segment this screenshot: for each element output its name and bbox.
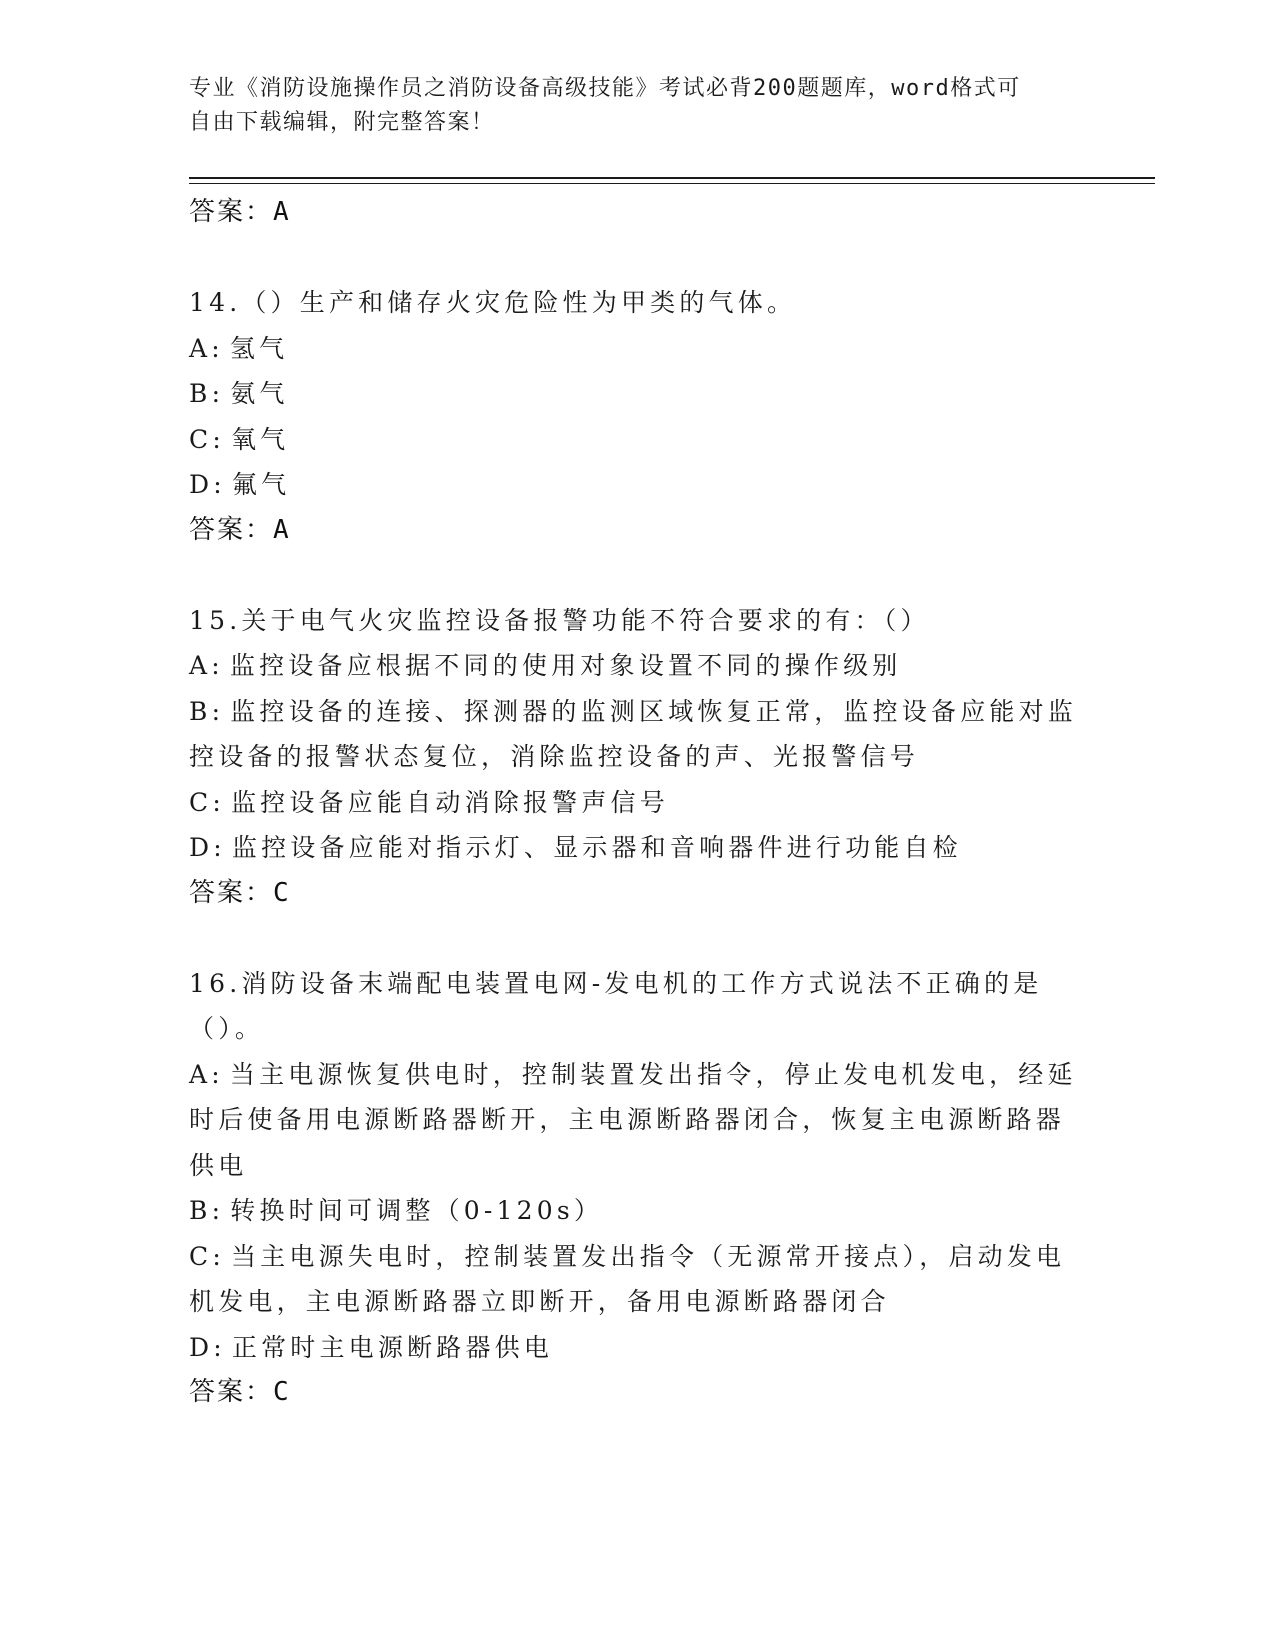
option-text: 氧气 — [230, 424, 290, 454]
option-key: A: — [189, 1059, 224, 1089]
option-key: A: — [189, 651, 224, 680]
option-b — [189, 371, 1089, 417]
header-line-2: 自由下载编辑，附完整答案！ — [189, 110, 495, 135]
question-15 — [189, 598, 1089, 915]
document-body — [189, 190, 1089, 1414]
option-key: B: — [189, 379, 225, 408]
option-text: 监控设备应能对指示灯、显示器和音响器件进行功能自检 — [231, 833, 962, 862]
question-stem: （）生产和储存火灾危险性为甲类的气体。 — [241, 288, 797, 317]
option-text: 监控设备的连接、探测器的监测区域恢复正常，监控设备应能对监控设备的报警状态复位，消除监控设备的声、光报警信号 — [189, 696, 1078, 771]
option-text: 监控设备应根据不同的使用对象设置不同的操作级别 — [229, 651, 902, 680]
question-text — [189, 598, 1089, 644]
answer-value: C — [273, 1377, 291, 1407]
option-key: C: — [189, 1241, 225, 1271]
question-stem: 消防设备末端配电装置电网-发电机的工作方式说法不正确的是（）。 — [189, 968, 1043, 1043]
option-c — [189, 417, 1089, 463]
answer-value: A — [273, 514, 291, 545]
answer-label: 答案： — [189, 514, 274, 545]
question-number: 16. — [189, 968, 242, 998]
option-text: 氨气 — [230, 379, 289, 408]
header-line-1: 专业《消防设施操作员之消防设备高级技能》考试必背200题题库，word格式可 — [189, 76, 1021, 101]
option-d — [189, 462, 1089, 508]
question-answer — [189, 508, 1089, 552]
option-c — [189, 780, 1089, 826]
document-header — [189, 72, 1089, 140]
option-c — [189, 1234, 1089, 1325]
answer-value: C — [273, 877, 291, 908]
question-answer — [189, 871, 1089, 915]
option-key: B: — [189, 1196, 225, 1225]
option-key: A: — [189, 333, 224, 363]
question-stem: 关于电气火灾监控设备报警功能不符合要求的有：（） — [241, 605, 930, 635]
option-d — [189, 825, 1089, 871]
option-a — [189, 643, 1089, 689]
option-key: D: — [189, 833, 226, 862]
answer-label: 答案： — [189, 877, 274, 908]
question-16 — [189, 961, 1089, 1415]
option-text: 氢气 — [229, 333, 289, 363]
option-d — [189, 1325, 1089, 1371]
option-key: D: — [189, 1332, 226, 1362]
header-rule-thick — [189, 177, 1155, 179]
previous-answer — [189, 190, 1089, 234]
question-text — [189, 280, 1089, 326]
option-key: C: — [189, 424, 225, 454]
question-number: 15. — [189, 605, 242, 635]
header-rule-thin — [189, 183, 1155, 184]
option-b — [189, 1188, 1089, 1234]
option-key: B: — [189, 696, 225, 726]
option-text: 转换时间可调整（0-120s） — [230, 1196, 604, 1225]
question-text — [189, 961, 1089, 1052]
question-number: 14. — [189, 288, 242, 317]
option-key: D: — [189, 470, 226, 499]
option-text: 当主电源恢复供电时，控制装置发出指令，停止发电机发电，经延时后使备用电源断路器断开，主电源断路器闭合，恢复主电源断路器供电 — [189, 1059, 1077, 1180]
question-14 — [189, 280, 1089, 552]
option-b — [189, 689, 1089, 780]
answer-value: A — [273, 197, 291, 227]
answer-label: 答案： — [189, 1377, 274, 1407]
option-a — [189, 326, 1089, 372]
option-text: 氟气 — [231, 470, 291, 499]
option-text: 监控设备应能自动消除报警声信号 — [230, 787, 669, 817]
option-text: 当主电源失电时，控制装置发出指令（无源常开接点），启动发电机发电，主电源断路器立即断开，备用电源断路器闭合 — [189, 1241, 1066, 1316]
question-answer — [189, 1370, 1089, 1414]
answer-label: 答案： — [189, 197, 274, 227]
option-text: 正常时主电源断路器供电 — [231, 1332, 554, 1362]
option-key: C: — [189, 787, 225, 817]
option-a — [189, 1052, 1089, 1189]
